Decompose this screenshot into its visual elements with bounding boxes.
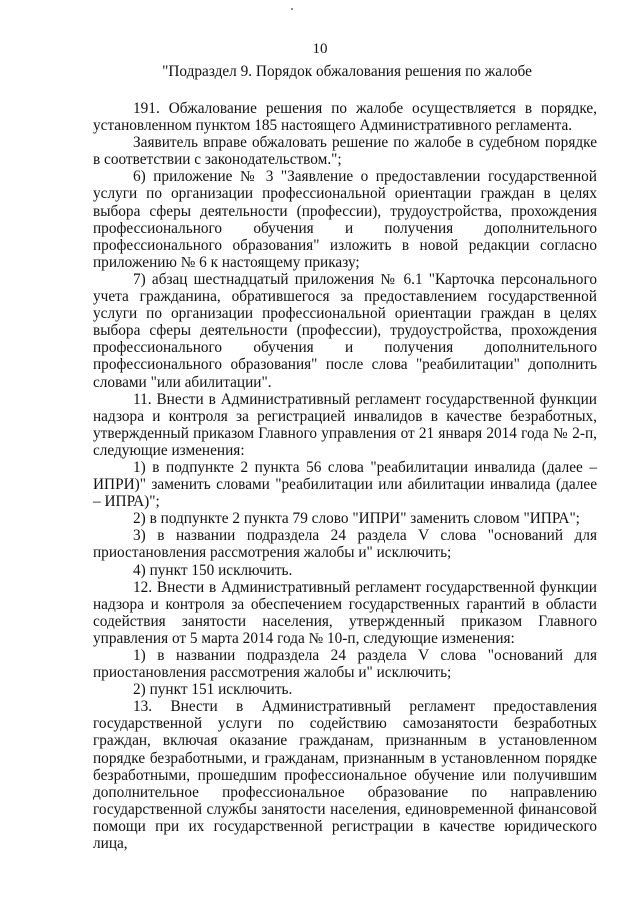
paragraph-12-item-1: 1) в названии подраздела 24 раздела V слова "оснований для приостановления рассмотрения жалобы и" исключить;: [93, 647, 597, 682]
paragraph-section-11: 11. Внести в Административный регламент государственной функции надзора и контроля за регистрацией инвалидов в качестве безработных, утвержденный приказом Главного управления от 21 января 2014 года № 2-п, следующие изменения:: [93, 390, 597, 459]
paragraph-11-item-3: 3) в названии подраздела 24 раздела V слова "оснований для приостановления рассмотрения жалобы и" исключить;: [93, 527, 597, 562]
document-body: [93, 100, 597, 852]
paragraph-section-13: 13. Внести в Административный регламент предоставления государственной услуги по содействию самозанятости безработных граждан, включая оказание гражданам, признанным в установленном порядке безработными, и гражданам, признанным в установленном порядке безработными, прошедшим профессиональное обучение или получившим дополнительное профессиональное образование по направлению государственной службы занятости населения, единовременной финансовой помощи при их государственной регистрации в качестве юридического лица,: [93, 698, 597, 853]
paragraph-item-6: 6) приложение № 3 "Заявление о предоставлении государственной услуги по организации профессиональной ориентации граждан в целях выбора сферы деятельности (профессии), трудоустройства, прохождения профессионального обучения и получения дополнительного профессионального образования" изложить в новой редакции согласно приложению № 6 к настоящему приказу;: [93, 168, 597, 271]
scan-speck: [291, 8, 293, 10]
paragraph-11-item-1: 1) в подпункте 2 пункта 56 слова "реабилитации инвалида (далее – ИПРИ)" заменить словами "реабилитации или абилитации инвалида (далее – ИПРА)";: [93, 458, 597, 511]
subsection-title: "Подраздел 9. Порядок обжалования решения по жалобе: [162, 63, 532, 80]
paragraph-11-item-2: 2) в подпункте 2 пункта 79 слово "ИПРИ" заменить словом "ИПРА";: [133, 510, 580, 528]
paragraph-191: 191. Обжалование решения по жалобе осуществляется в порядке, установленном пунктом 185 настоящего Административного регламента.: [93, 100, 597, 135]
paragraph-item-7: 7) абзац шестнадцатый приложения № 6.1 "Карточка персонального учета гражданина, обратившегося за предоставлением государственной услуги по организации профессиональной ориентации граждан в целях выбора сферы деятельности (профессии), трудоустройства, прохождения профессионального обучения и получения дополнительного профессионального образования" после слова "реабилитации" дополнить словами "или абилитации".: [93, 270, 597, 391]
page-number: 10: [312, 41, 328, 57]
paragraph-court-appeal: Заявитель вправе обжаловать решение по жалобе в судебном порядке в соответствии с законодательством.";: [93, 134, 597, 169]
paragraph-12-item-2: 2) пункт 151 исключить.: [133, 681, 293, 699]
paragraph-11-item-4: 4) пункт 150 исключить.: [133, 561, 293, 579]
paragraph-section-12: 12. Внести в Административный регламент государственной функции надзора и контроля за обеспечением государственных гарантий в области содействия занятости населения, утвержденный приказом Главного управления от 5 марта 2014 года № 10-п, следующие изменения:: [93, 578, 597, 647]
